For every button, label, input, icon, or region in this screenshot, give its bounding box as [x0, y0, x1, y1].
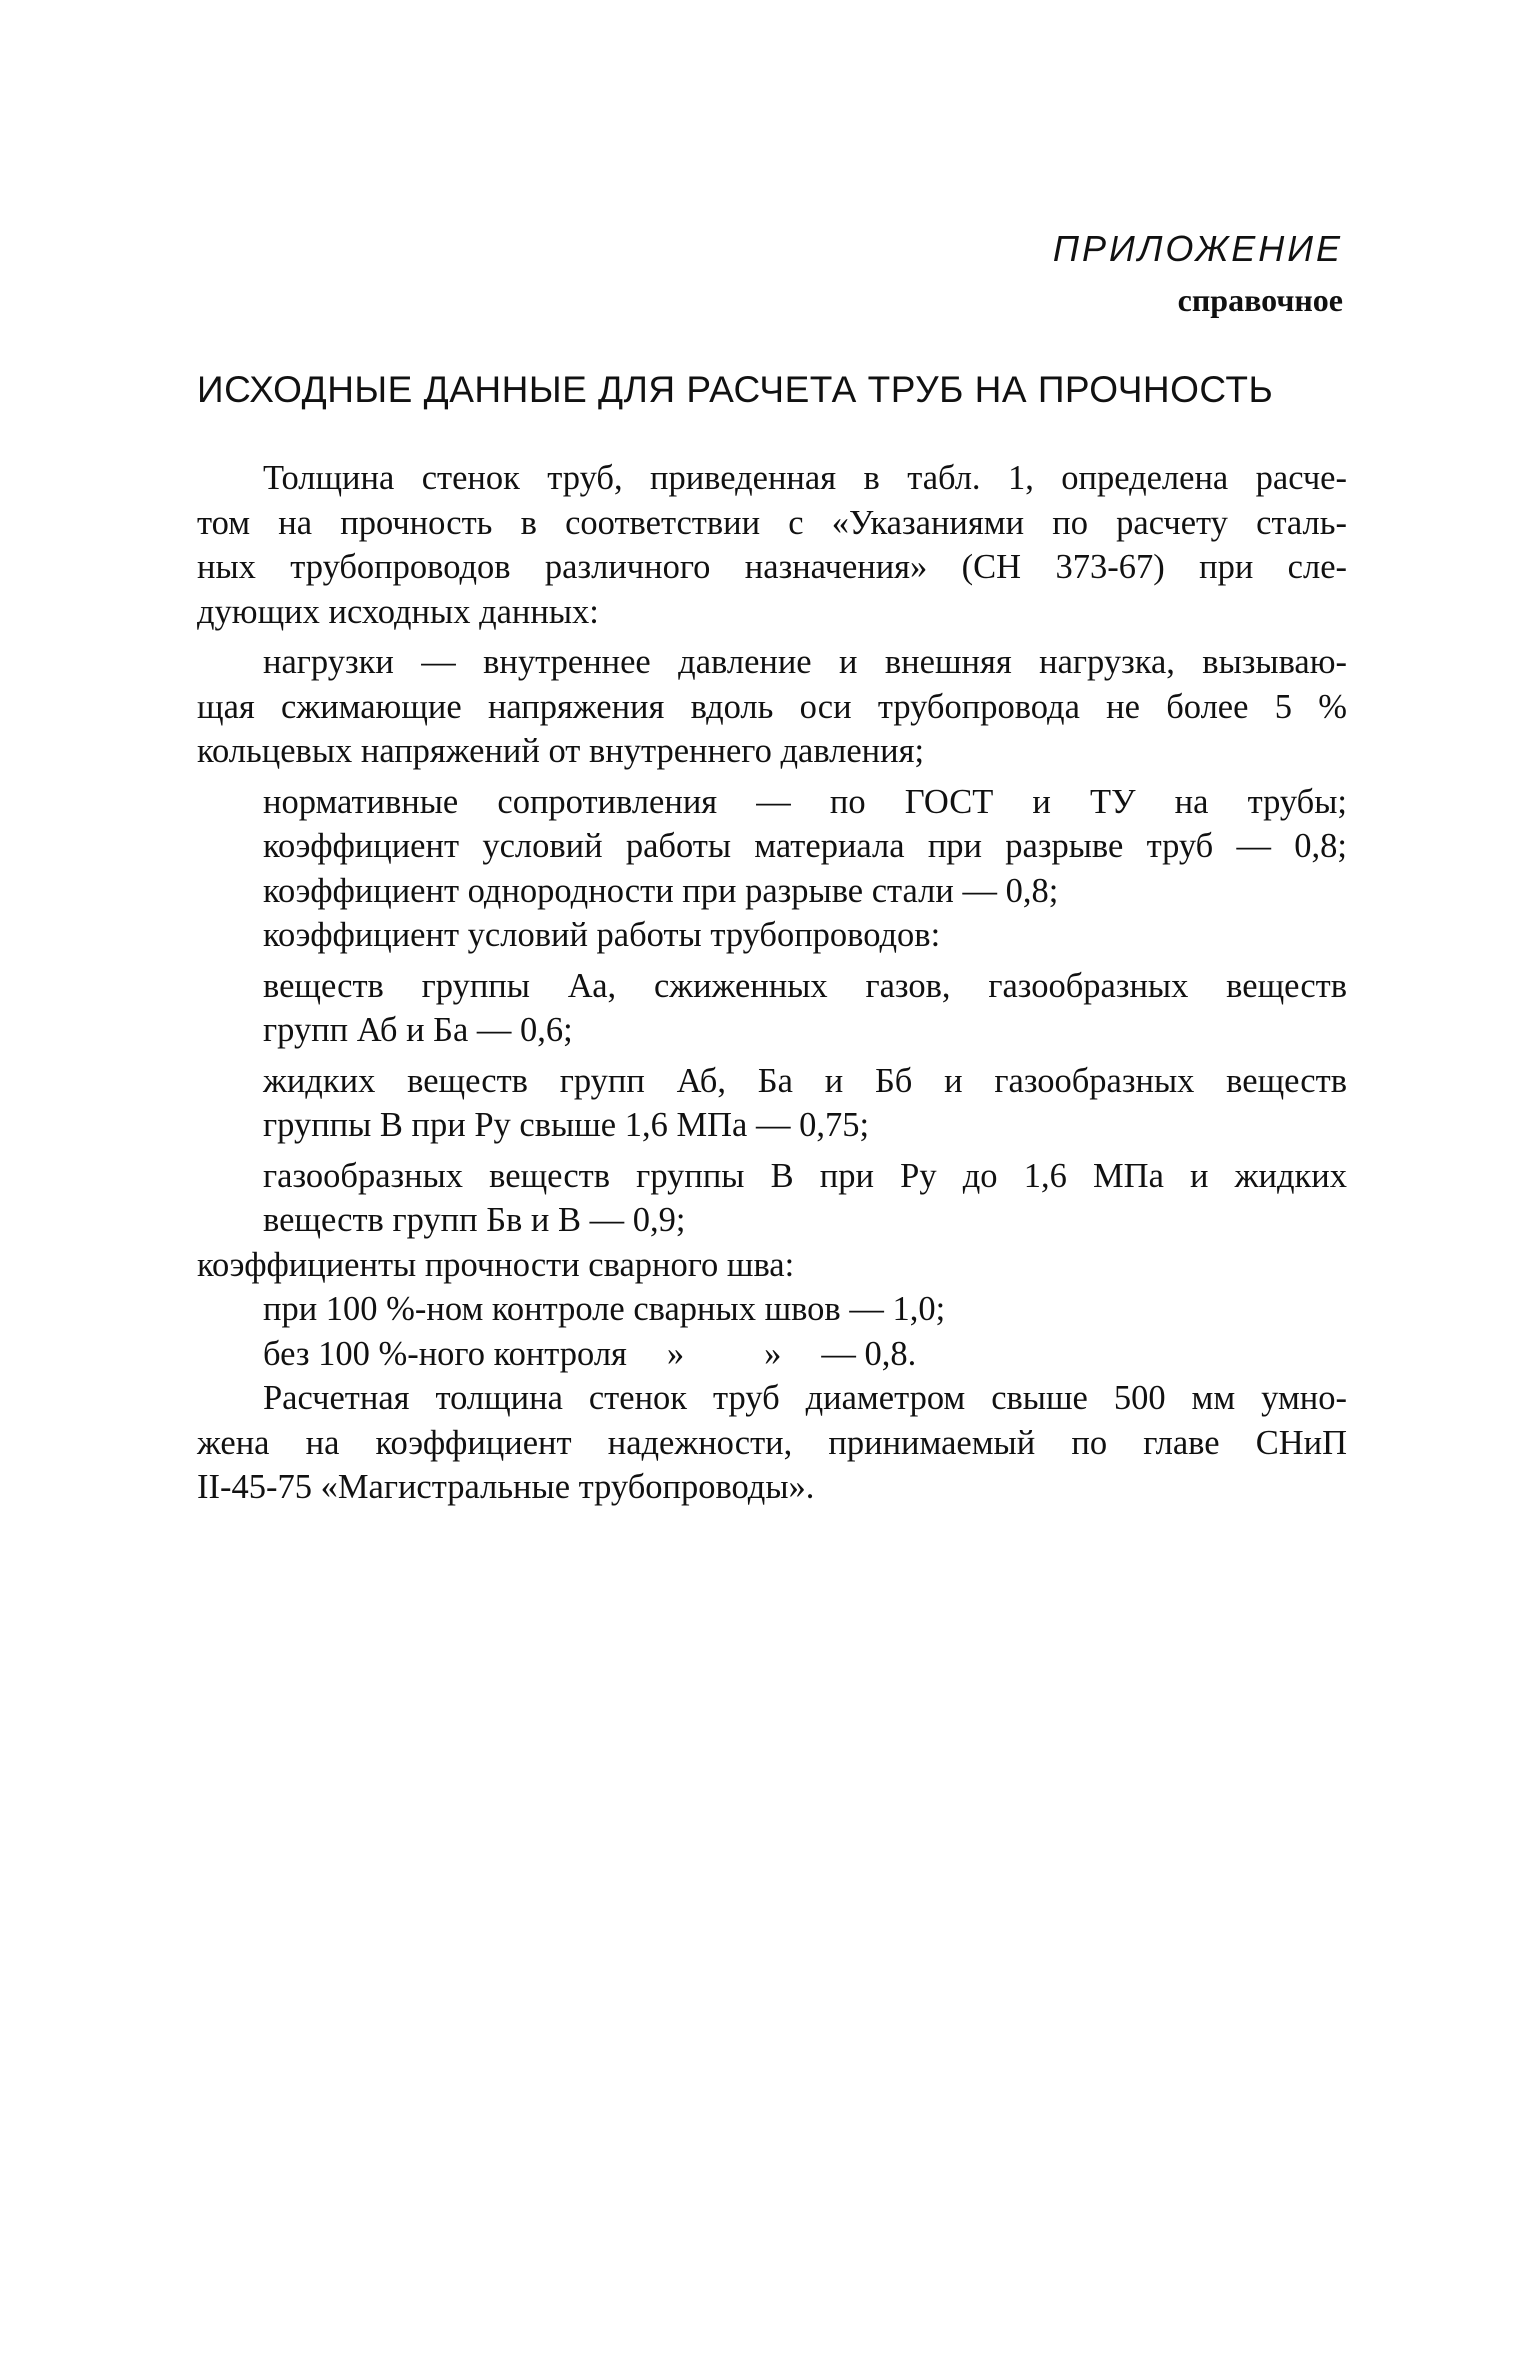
- text-line: жена на коэффициент надежности, принимаемый по главе СНиП: [197, 1423, 1347, 1462]
- text-line: веществ группы Аа, сжиженных газов, газообразных веществ: [263, 966, 1347, 1005]
- text-line: дующих исходных данных:: [197, 592, 599, 631]
- text-line: том на прочность в соответствии с «Указаниями по расчету сталь-: [197, 503, 1347, 542]
- text-line: групп Аб и Ба — 0,6;: [263, 1011, 573, 1049]
- text-line: газообразных веществ группы В при Pу до 1,6 МПа и жидких: [263, 1156, 1347, 1195]
- text-line: коэффициент условий работы трубопроводов:: [263, 916, 941, 954]
- ditto-mark: »: [764, 1334, 782, 1373]
- text-line: нагрузки — внутреннее давление и внешняя нагрузка, вызываю-: [263, 643, 1347, 681]
- appendix-type-label: справочное: [1177, 282, 1343, 318]
- body-text: [197, 456, 1347, 1510]
- text-line: коэффициент условий работы материала при разрыве труб — 0,8;: [263, 827, 1347, 865]
- text-line: коэффициент однородности при разрыве стали — 0,8;: [263, 871, 1059, 910]
- text-line: нормативные сопротивления — по ГОСТ и ТУ на трубы;: [263, 782, 1347, 821]
- text-fragment: — 0,8.: [821, 1334, 917, 1373]
- text-line: коэффициенты прочности сварного шва:: [197, 1245, 795, 1284]
- page-title: ИСХОДНЫЕ ДАННЫЕ ДЛЯ РАСЧЕТА ТРУБ НА ПРОЧНОСТЬ: [197, 369, 1274, 410]
- text-line: при 100 %-ном контроле сварных швов — 1,0;: [263, 1290, 946, 1328]
- ditto-mark: »: [666, 1334, 685, 1373]
- text-line: [197, 1332, 1347, 1377]
- text-line: Толщина стенок труб, приведенная в табл. 1, определена расче-: [263, 459, 1347, 497]
- text-line: II-45-75 «Магистральные трубопроводы».: [197, 1468, 815, 1506]
- text-line: кольцевых напряжений от внутреннего давления;: [197, 732, 925, 770]
- appendix-heading: ПРИЛОЖЕНИЕ: [1052, 228, 1343, 269]
- text-line: веществ групп Бв и В — 0,9;: [263, 1201, 686, 1239]
- text-fragment: без 100 %-ного контроля: [263, 1334, 627, 1373]
- text-line: жидких веществ групп Аб, Ба и Бб и газообразных веществ: [263, 1061, 1347, 1100]
- text-line: группы В при Pу свыше 1,6 МПа — 0,75;: [263, 1106, 870, 1144]
- text-line: ных трубопроводов различного назначения» (СН 373-67) при сле-: [197, 548, 1347, 586]
- text-line: щая сжимающие напряжения вдоль оси трубопровода не более 5 %: [197, 687, 1347, 726]
- text-line: Расчетная толщина стенок труб диаметром свыше 500 мм умно-: [263, 1379, 1347, 1417]
